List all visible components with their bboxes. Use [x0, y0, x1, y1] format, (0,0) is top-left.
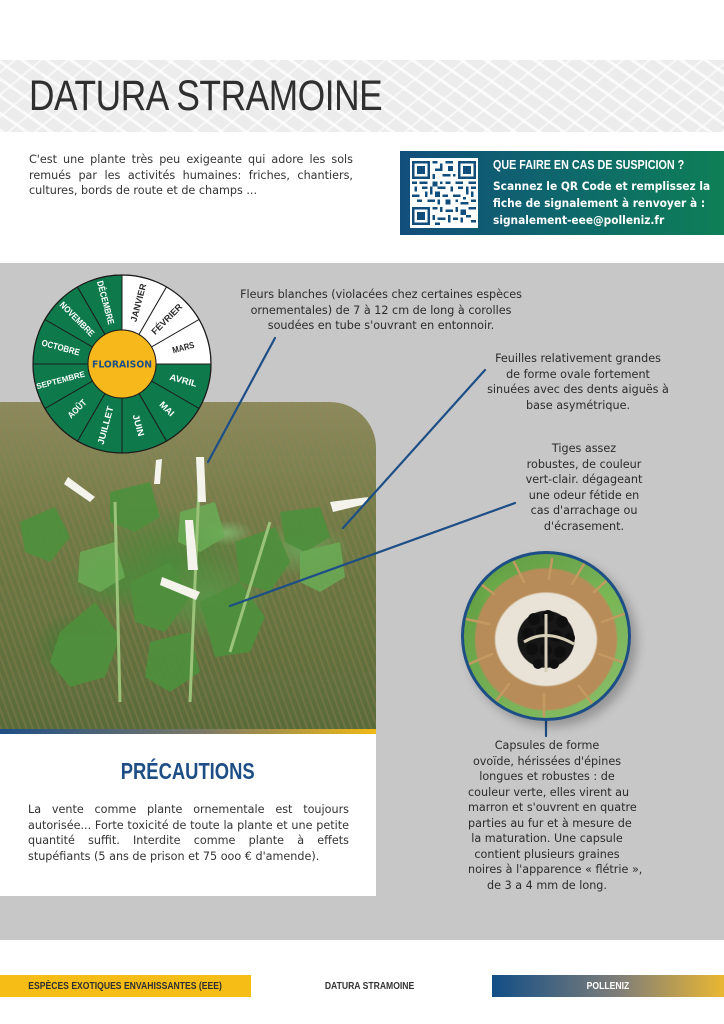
callout-capsules: Capsules de forme ovoïde, hérissées d'épines longues et robustes : de couleur verte, elles virent au marron et s'ouvrent en quatre parties au fur et à mesure de la maturation. Une capsule contient plusieurs graines noires à l'apparence « flétrie », de 3 a 4 mm de long. — [468, 739, 643, 892]
qr-instruction-line: fiche de signalement à renvoyer à : — [493, 196, 706, 210]
footer-organization-label: POLLENIZ — [492, 975, 724, 997]
wheel-month-label: OCTOBRE — [40, 337, 87, 359]
footer-species-label: DATURA STRAMOINE — [325, 980, 415, 992]
wheel-month-label: NOVEMBRE — [57, 299, 102, 344]
flowering-calendar-wheel — [31, 273, 213, 455]
wheel-month-label: MARS — [171, 338, 200, 356]
wheel-month-label: DÉCEMBRE — [94, 279, 118, 333]
callout-flowers: Fleurs blanches (violacées chez certaines espèces ornementales) de 7 à 12 cm de long à corolles soudées en tube s'ouvrant en entonnoir. — [240, 288, 522, 332]
qr-code-icon[interactable] — [410, 158, 478, 228]
seed-capsule-photo — [461, 551, 631, 721]
precautions-title: PRÉCAUTIONS — [121, 758, 255, 784]
wheel-month-label: JUILLET — [95, 407, 115, 446]
intro-paragraph: C'est une plante très peu exigeante qui adore les sols remués par les activités humaines: friches, chantiers, cultures, bords de route et de champs ... — [29, 153, 353, 197]
callout-stems: Tiges assez robustes, de couleur vert-clair. dégageant une odeur fétide en cas d'arrachage ou d'écrasement. — [525, 442, 643, 533]
wheel-month-label: MAI — [157, 399, 177, 419]
report-email-link[interactable]: signalement-eee@polleniz.fr — [493, 213, 665, 227]
callout-leaves: Feuilles relativement grandes de forme ovale fortement sinuées avec des dents aiguës à base asymétrique. — [487, 352, 669, 412]
qr-instructions — [493, 178, 723, 229]
qr-heading: QUE FAIRE EN CAS DE SUSPICION ? — [493, 158, 685, 172]
wheel-month-label: JUIN — [130, 413, 146, 436]
report-suspicion-box — [400, 151, 724, 235]
wheel-month-label: AOÛT — [65, 395, 91, 421]
wheel-month-label: JANVIER — [128, 282, 149, 323]
wheel-month-label: FÉVRIER — [149, 301, 185, 337]
wheel-center-label: FLORAISON — [92, 359, 152, 371]
wheel-month-label: AVRIL — [168, 371, 197, 389]
qr-instruction-line: Scannez le QR Code et remplissez la — [493, 179, 711, 193]
precautions-panel — [0, 734, 376, 896]
precautions-text: La vente comme plante ornementale est toujours autorisée... Forte toxicité de toute la plante et une petite quantité suffit. Interdite comme plante à effets stupéfiants (5 ans de prison et 75 ooo € d'amende). — [28, 803, 349, 863]
wheel-month-label: SEPTEMBRE — [35, 369, 86, 392]
page-title: DATURA STRAMOINE — [29, 72, 383, 120]
footer-category-label: ESPÈCES EXOTIQUES ENVAHISSANTES (EEE) — [0, 975, 251, 997]
